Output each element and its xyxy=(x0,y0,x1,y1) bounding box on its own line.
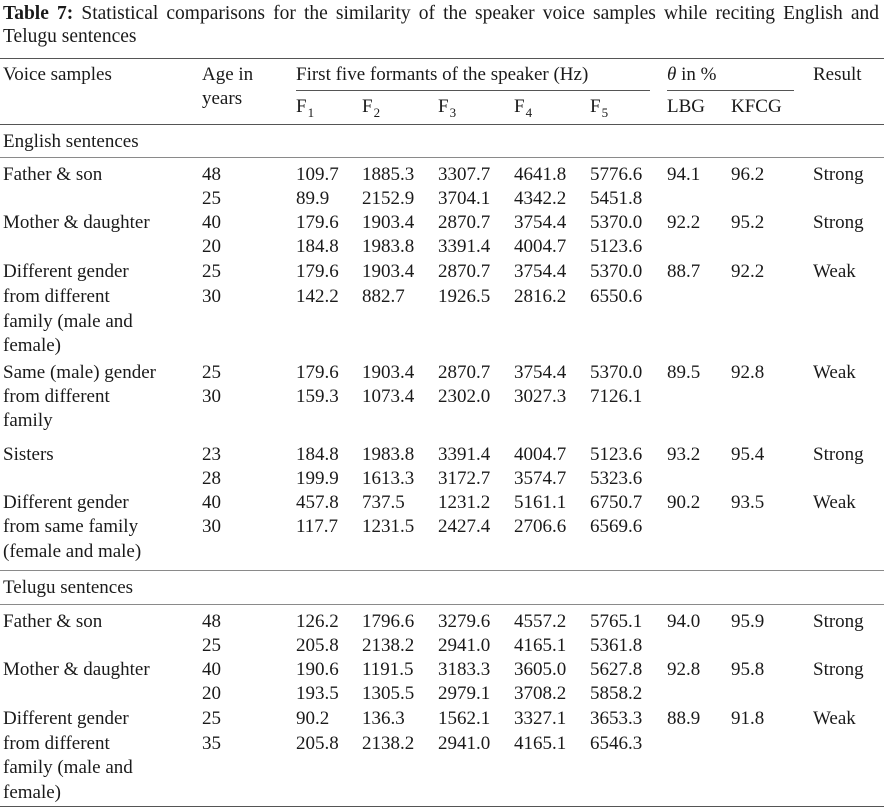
f4-cell: 2706.6 xyxy=(514,516,567,537)
f4-cell: 4641.8 xyxy=(514,164,567,185)
f4-cell: 4004.7 xyxy=(514,236,567,257)
age-cell: 48 xyxy=(202,611,221,632)
f1-cell: 159.3 xyxy=(296,386,339,407)
top-rule xyxy=(0,58,884,59)
caption-text-line1: Statistical comparisons for the similarity of the speaker voice samples while reciting xyxy=(81,3,776,24)
f2-cell: 2138.2 xyxy=(362,733,415,754)
f1-cell: 457.8 xyxy=(296,492,339,513)
f4-cell: 3027.3 xyxy=(514,386,567,407)
f3-cell: 3704.1 xyxy=(438,188,491,209)
group-name-line: family (male and xyxy=(3,757,133,778)
f1-cell: 126.2 xyxy=(296,611,339,632)
age-cell: 25 xyxy=(202,261,221,282)
f3-cell: 2870.7 xyxy=(438,261,491,282)
caption-label: Table 7: xyxy=(3,3,74,24)
f2-cell: 1231.5 xyxy=(362,516,415,537)
f4-cell: 4342.2 xyxy=(514,188,567,209)
age-cell: 20 xyxy=(202,683,221,704)
theta-symbol: θ xyxy=(667,64,677,85)
f5-cell: 6546.3 xyxy=(590,733,643,754)
f5-cell: 5858.2 xyxy=(590,683,643,704)
age-cell: 30 xyxy=(202,516,221,537)
f4-cell: 3754.4 xyxy=(514,212,567,233)
f5-cell: 6569.6 xyxy=(590,516,643,537)
age-cell: 25 xyxy=(202,708,221,729)
theta-label: in % xyxy=(676,64,717,85)
group-name-line: from different xyxy=(3,286,110,307)
f4-cell: 2816.2 xyxy=(514,286,567,307)
f3-cell: 3391.4 xyxy=(438,444,491,465)
header-f3: $F_3$ xyxy=(438,96,457,120)
section-title-english: English sentences xyxy=(3,131,139,152)
header-theta xyxy=(667,63,716,87)
f1-cell: 184.8 xyxy=(296,444,339,465)
header-f2: $F_2$ xyxy=(362,96,381,120)
result-cell: Strong xyxy=(813,659,864,680)
header-voice-samples: Voice samples xyxy=(3,64,112,85)
f3-cell: 2941.0 xyxy=(438,733,491,754)
header-age-line2: years xyxy=(202,88,243,109)
f4-cell: 3327.1 xyxy=(514,708,567,729)
f5-cell: 5370.0 xyxy=(590,261,643,282)
kfcg-cell: 96.2 xyxy=(731,164,765,185)
kfcg-cell: 93.5 xyxy=(731,492,765,513)
kfcg-cell: 95.2 xyxy=(731,212,765,233)
f1-cell: 184.8 xyxy=(296,236,339,257)
f5-cell: 5370.0 xyxy=(590,212,643,233)
f1-cell: 205.8 xyxy=(296,635,339,656)
f3-cell: 1926.5 xyxy=(438,286,491,307)
f1-cell: 190.6 xyxy=(296,659,339,680)
age-cell: 23 xyxy=(202,444,221,465)
age-cell: 40 xyxy=(202,659,221,680)
result-cell: Strong xyxy=(813,444,864,465)
header-f1: $F_1$ xyxy=(296,96,315,120)
group-name-line: (female and male) xyxy=(3,541,142,562)
result-cell: Weak xyxy=(813,362,856,383)
group-name-line: from different xyxy=(3,386,110,407)
f3-cell: 2427.4 xyxy=(438,516,491,537)
f3-cell: 3279.6 xyxy=(438,611,491,632)
f5-cell: 6750.7 xyxy=(590,492,643,513)
age-cell: 25 xyxy=(202,362,221,383)
f3-cell: 1231.2 xyxy=(438,492,491,513)
age-cell: 48 xyxy=(202,164,221,185)
f2-cell: 1191.5 xyxy=(362,659,414,680)
group-name-line: from same family xyxy=(3,516,139,537)
f5-cell: 5361.8 xyxy=(590,635,643,656)
f3-cell: 3307.7 xyxy=(438,164,491,185)
kfcg-cell: 95.9 xyxy=(731,611,765,632)
f5-cell: 5323.6 xyxy=(590,468,643,489)
f3-cell: 1562.1 xyxy=(438,708,491,729)
f3-cell: 3391.4 xyxy=(438,236,491,257)
f2-cell: 882.7 xyxy=(362,286,405,307)
age-cell: 20 xyxy=(202,236,221,257)
f4-cell: 4557.2 xyxy=(514,611,567,632)
kfcg-cell: 92.8 xyxy=(731,362,765,383)
table-caption xyxy=(3,2,879,48)
f3-cell: 2870.7 xyxy=(438,212,491,233)
f5-cell: 3653.3 xyxy=(590,708,643,729)
f1-cell: 90.2 xyxy=(296,708,330,729)
f4-cell: 4165.1 xyxy=(514,635,567,656)
f2-cell: 1903.4 xyxy=(362,362,415,383)
result-cell: Weak xyxy=(813,708,856,729)
f1-cell: 179.6 xyxy=(296,362,339,383)
lbg-cell: 88.7 xyxy=(667,261,701,282)
kfcg-cell: 95.8 xyxy=(731,659,765,680)
group-name-line: female) xyxy=(3,335,62,356)
lbg-cell: 93.2 xyxy=(667,444,701,465)
f1-cell: 109.7 xyxy=(296,164,339,185)
lbg-cell: 94.0 xyxy=(667,611,701,632)
group-name-line: from different xyxy=(3,733,110,754)
lbg-cell: 92.2 xyxy=(667,212,701,233)
f3-cell: 3172.7 xyxy=(438,468,491,489)
f4-cell: 4165.1 xyxy=(514,733,567,754)
lbg-cell: 88.9 xyxy=(667,708,701,729)
f2-cell: 2152.9 xyxy=(362,188,415,209)
f2-cell: 1305.5 xyxy=(362,683,415,704)
f4-cell: 3574.7 xyxy=(514,468,567,489)
header-age-line1: Age in xyxy=(202,64,254,85)
f2-cell: 1613.3 xyxy=(362,468,415,489)
f4-cell: 3605.0 xyxy=(514,659,567,680)
f5-cell: 5765.1 xyxy=(590,611,643,632)
f1-cell: 179.6 xyxy=(296,261,339,282)
f2-cell: 1983.8 xyxy=(362,444,415,465)
age-cell: 28 xyxy=(202,468,221,489)
f3-cell: 3183.3 xyxy=(438,659,491,680)
f1-cell: 193.5 xyxy=(296,683,339,704)
f2-cell: 1903.4 xyxy=(362,212,415,233)
f2-cell: 737.5 xyxy=(362,492,405,513)
kfcg-cell: 92.2 xyxy=(731,261,765,282)
group-name-line: Different gender xyxy=(3,492,129,513)
caption-text-line2: English and Telugu sentences xyxy=(3,3,879,47)
age-cell: 25 xyxy=(202,635,221,656)
group-name-line: Different gender xyxy=(3,261,129,282)
group-name-line: Mother & daughter xyxy=(3,659,150,680)
f1-cell: 89.9 xyxy=(296,188,330,209)
f4-cell: 3754.4 xyxy=(514,362,567,383)
section-title-telugu: Telugu sentences xyxy=(3,577,134,598)
f5-cell: 5451.8 xyxy=(590,188,643,209)
lbg-cell: 90.2 xyxy=(667,492,701,513)
f2-cell: 1796.6 xyxy=(362,611,415,632)
section-rule-telugu xyxy=(0,604,884,605)
f3-cell: 2302.0 xyxy=(438,386,491,407)
section-divider xyxy=(0,570,884,571)
lbg-cell: 94.1 xyxy=(667,164,701,185)
f5-cell: 5123.6 xyxy=(590,444,643,465)
f1-cell: 142.2 xyxy=(296,286,339,307)
f2-cell: 1903.4 xyxy=(362,261,415,282)
header-result: Result xyxy=(813,64,862,85)
group-name-line: Father & son xyxy=(3,164,103,185)
f5-cell: 5627.8 xyxy=(590,659,643,680)
f1-cell: 117.7 xyxy=(296,516,339,537)
group-name-line: female) xyxy=(3,782,62,803)
lbg-cell: 89.5 xyxy=(667,362,701,383)
lbg-cell: 92.8 xyxy=(667,659,701,680)
f4-cell: 4004.7 xyxy=(514,444,567,465)
header-formants: First five formants of the speaker (Hz) xyxy=(296,64,589,85)
age-cell: 35 xyxy=(202,733,221,754)
kfcg-cell: 91.8 xyxy=(731,708,765,729)
f4-cell: 5161.1 xyxy=(514,492,567,513)
f2-cell: 1885.3 xyxy=(362,164,415,185)
f5-cell: 5123.6 xyxy=(590,236,643,257)
theta-underline xyxy=(667,90,794,91)
f2-cell: 1983.8 xyxy=(362,236,415,257)
header-f4: $F_4$ xyxy=(514,96,533,120)
f5-cell: 5370.0 xyxy=(590,362,643,383)
f2-cell: 2138.2 xyxy=(362,635,415,656)
f3-cell: 2979.1 xyxy=(438,683,491,704)
result-cell: Strong xyxy=(813,212,864,233)
f4-cell: 3754.4 xyxy=(514,261,567,282)
f2-cell: 136.3 xyxy=(362,708,405,729)
age-cell: 25 xyxy=(202,188,221,209)
bottom-rule xyxy=(0,806,884,807)
group-name-line: Father & son xyxy=(3,611,103,632)
result-cell: Weak xyxy=(813,261,856,282)
group-name-line: family (male and xyxy=(3,311,133,332)
section-rule-english xyxy=(0,157,884,158)
f1-cell: 205.8 xyxy=(296,733,339,754)
header-f5: $F_5$ xyxy=(590,96,609,120)
age-cell: 40 xyxy=(202,212,221,233)
age-cell: 30 xyxy=(202,386,221,407)
group-name-line: Mother & daughter xyxy=(3,212,150,233)
f5-cell: 7126.1 xyxy=(590,386,643,407)
result-cell: Strong xyxy=(813,611,864,632)
kfcg-cell: 95.4 xyxy=(731,444,765,465)
f1-cell: 199.9 xyxy=(296,468,339,489)
age-cell: 40 xyxy=(202,492,221,513)
f3-cell: 2870.7 xyxy=(438,362,491,383)
f5-cell: 6550.6 xyxy=(590,286,643,307)
f3-cell: 2941.0 xyxy=(438,635,491,656)
f4-cell: 3708.2 xyxy=(514,683,567,704)
header-kfcg: KFCG xyxy=(731,96,782,117)
result-cell: Weak xyxy=(813,492,856,513)
f1-cell: 179.6 xyxy=(296,212,339,233)
result-cell: Strong xyxy=(813,164,864,185)
header-lbg: LBG xyxy=(667,96,705,117)
group-name-line: Sisters xyxy=(3,444,54,465)
formants-underline xyxy=(296,90,650,91)
header-bottom-rule xyxy=(0,124,884,125)
f2-cell: 1073.4 xyxy=(362,386,415,407)
age-cell: 30 xyxy=(202,286,221,307)
f5-cell: 5776.6 xyxy=(590,164,643,185)
group-name-line: Different gender xyxy=(3,708,129,729)
group-name-line: family xyxy=(3,410,53,431)
group-name-line: Same (male) gender xyxy=(3,362,156,383)
